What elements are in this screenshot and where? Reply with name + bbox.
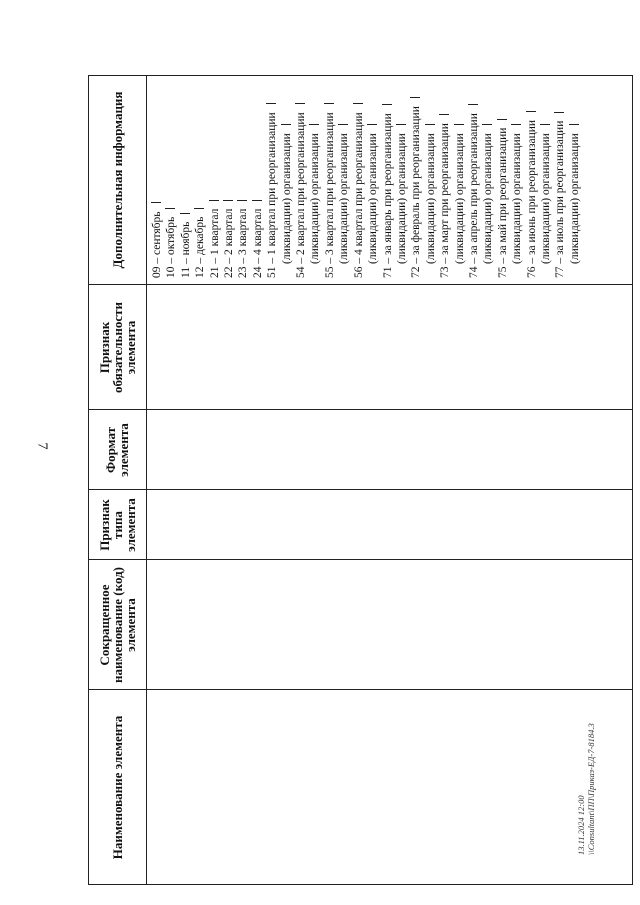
additional-info-line	[496, 78, 510, 278]
additional-info-line-text: (ликвидации) организации	[424, 133, 437, 264]
additional-info-line-text: 23 – 3 квартал	[237, 208, 250, 278]
bracket-mark	[165, 208, 175, 209]
additional-info-line-text: 51 – 1 квартал при реорганизации	[266, 112, 279, 278]
bracket-mark	[367, 124, 377, 125]
additional-info-line-text: 21 – 1 квартал	[208, 208, 221, 278]
additional-info-line-text: 09 – сентябрь	[151, 211, 163, 278]
additional-info-line	[453, 78, 467, 278]
additional-info-list	[150, 78, 582, 278]
additional-info-line-text: 54 – 2 квартал при реорганизации	[295, 112, 308, 278]
bracket-mark	[382, 104, 392, 105]
bracket-mark	[454, 124, 464, 125]
additional-info-line-text: 56 – 4 квартал при реорганизации	[352, 112, 365, 278]
column-divider	[88, 689, 633, 690]
additional-info-line	[280, 78, 294, 278]
additional-info-line-text: (ликвидации) организации	[338, 133, 351, 264]
additional-info-line-text: (ликвидации) организации	[511, 133, 524, 264]
bracket-mark	[497, 119, 507, 120]
bracket-mark	[569, 124, 579, 125]
stamp-date: 13.11.2024 12:00	[576, 795, 586, 855]
additional-info-line	[164, 78, 178, 278]
additional-info-line-text: 75 – за май при реорганизации	[496, 127, 509, 278]
column-divider	[88, 489, 633, 490]
additional-info-line	[222, 78, 236, 278]
column-divider	[88, 409, 633, 410]
bracket-mark	[425, 124, 435, 125]
additional-info-line-text: 76 – за июнь при реорганизации	[525, 119, 538, 278]
bracket-mark	[252, 200, 262, 201]
bracket-mark	[237, 200, 247, 201]
additional-info-line-text: (ликвидации) организации	[453, 133, 466, 264]
additional-info-line-text: 12 – декабрь	[194, 216, 207, 278]
additional-info-line	[294, 78, 308, 278]
additional-info-line	[208, 78, 222, 278]
additional-info-line	[381, 78, 395, 278]
additional-info-line-text: (ликвидации) организации	[280, 133, 293, 264]
header-additional-info: Дополнительная информация	[109, 91, 125, 269]
bracket-mark	[324, 103, 334, 104]
bracket-mark	[309, 124, 319, 125]
bracket-mark	[353, 103, 363, 104]
bracket-mark	[281, 124, 291, 125]
header-element-code: Сокращенное наименование (код) элемента	[96, 567, 138, 683]
additional-info-line	[179, 78, 193, 278]
additional-info-line	[337, 78, 351, 278]
page-number: 7	[34, 442, 50, 450]
bracket-mark	[209, 200, 219, 201]
additional-info-line-text: (ликвидации) организации	[309, 133, 322, 264]
bracket-mark	[338, 124, 348, 125]
bracket-mark	[194, 208, 204, 209]
bracket-mark	[526, 111, 536, 112]
bracket-mark	[396, 124, 406, 125]
additional-info-line	[236, 78, 250, 278]
header-element-name: Наименование элемента	[109, 715, 125, 860]
header-element-format: Формат элемента	[103, 423, 131, 477]
bracket-mark	[468, 104, 478, 105]
additional-info-line	[409, 78, 423, 278]
additional-info-line	[525, 78, 539, 278]
bracket-mark	[151, 202, 161, 203]
additional-info-line	[150, 78, 164, 278]
additional-info-line-text: 74 – за апрель при реорганизации	[467, 113, 480, 278]
additional-info-line-text: 11 – ноябрь	[179, 221, 192, 278]
additional-info-line	[395, 78, 409, 278]
additional-info-line-text: (ликвидации) организации	[367, 133, 380, 264]
additional-info-line-text: 22 – 2 квартал	[223, 208, 236, 278]
bracket-mark	[223, 200, 233, 201]
additional-info-line	[193, 78, 207, 278]
column-divider	[88, 559, 633, 560]
column-divider	[88, 284, 633, 285]
additional-info-line	[510, 78, 524, 278]
additional-info-line	[265, 78, 279, 278]
additional-info-line	[352, 78, 366, 278]
header-element-type: Признак типа элемента	[96, 498, 138, 552]
additional-info-line-text: 24 – 4 квартал	[251, 208, 264, 278]
bracket-mark	[295, 103, 305, 104]
bracket-mark	[180, 213, 190, 214]
additional-info-line	[568, 78, 582, 278]
stamp-path: \\Consultant\ПП\Приказ-ЕД-7-8184.3	[586, 723, 596, 855]
bracket-mark	[554, 112, 564, 113]
header-element-required: Признак обязательности элемента	[96, 301, 138, 394]
additional-info-line-text: 77 – за июль при реорганизации	[554, 120, 567, 278]
bracket-mark	[266, 103, 276, 104]
additional-info-line	[424, 78, 438, 278]
rotated-table-region	[88, 75, 633, 885]
footer-stamp	[576, 715, 596, 855]
additional-info-line-text: 71 – за январь при реорганизации	[381, 113, 394, 278]
additional-info-line	[251, 78, 265, 278]
additional-info-line	[481, 78, 495, 278]
additional-info-line-text: (ликвидации) организации	[395, 133, 408, 264]
additional-info-line	[308, 78, 322, 278]
header-divider	[146, 75, 147, 885]
additional-info-line-text: (ликвидации) организации	[482, 133, 495, 264]
additional-info-line	[553, 78, 567, 278]
bracket-mark	[410, 97, 420, 98]
bracket-mark	[511, 124, 521, 125]
additional-info-line-text: 73 – за март при реорганизации	[439, 123, 452, 278]
bracket-mark	[482, 124, 492, 125]
additional-info-line-text: (ликвидации) организации	[568, 133, 581, 264]
additional-info-line	[467, 78, 481, 278]
additional-info-line	[438, 78, 452, 278]
additional-info-line	[323, 78, 337, 278]
additional-info-line-text: 10 – октябрь	[165, 216, 178, 278]
bracket-mark	[439, 114, 449, 115]
additional-info-line-text: 72 – за февраль при реорганизации	[410, 106, 423, 278]
bracket-mark	[540, 124, 550, 125]
additional-info-line	[366, 78, 380, 278]
additional-info-line-text: 55 – 3 квартал при реорганизации	[323, 112, 336, 278]
additional-info-line	[539, 78, 553, 278]
additional-info-line-text: (ликвидации) организации	[539, 133, 552, 264]
